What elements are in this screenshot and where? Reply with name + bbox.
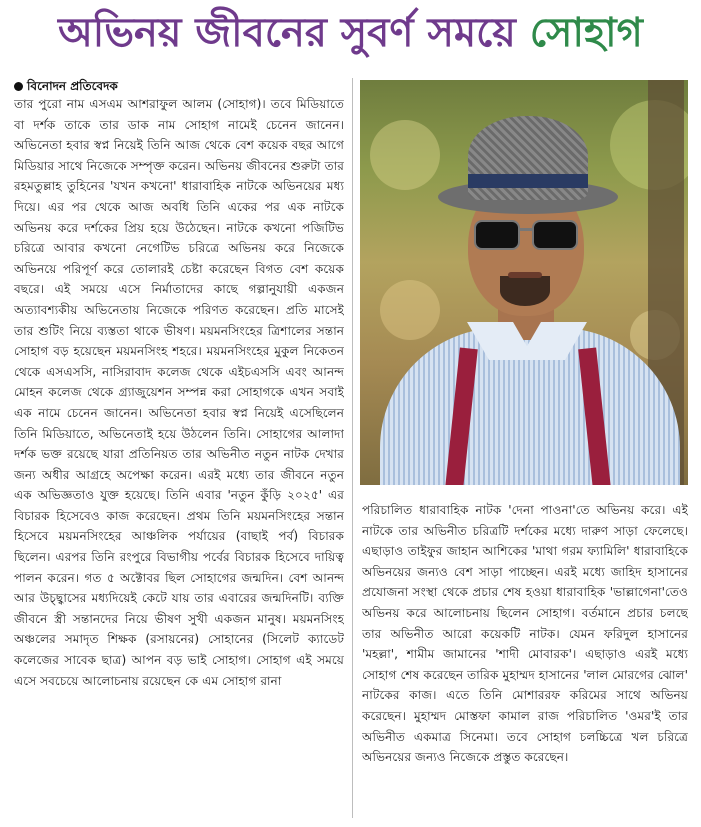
article-left-text: তার পুরো নাম এসএম আশরাফুল আলম (সোহাগ)। তবে মিডিয়াতে বা দর্শক তাকে তার ডাক নাম সোহাগ নামেই চেনেন জানেন। অভিনেতা হবার স্বপ্ন নিয়েই তিনি আজ থেকে বেশ কয়েক বছর আগে মিডিয়ার সাথে নিজেকে সম্পৃক্ত করেন। অভিনয় জীবনের শুরুটা তার রহমতুল্লাহ তুহিনের 'যখন কখনো' ধারাবাহিক নাটকে অভিনয়ের মধ্য দিয়ে। এর পর থেকে আজ অবধি তিনি একের পর এক নাটকে অভিনয় করে দর্শকের প্রিয় হয়ে উঠেছেন। নাটকে কখনো পজিটিভ চরিত্রে আবার কখনো নেগেটিভ চরিত্রে অভিনয় করে নিজেকে অভিনয়ে পরিপূর্ণ করে তোলারই চেষ্টা করেছেন বিগত বেশ কয়েক বছরে। এই সময়ে এসে নির্মাতাদের কাছে গল্পানুযায়ী একজন অত্যাবশ্যকীয় অভিনেতায় নিজেকে পরিণত করেছেন। প্রতি মাসেই তার শুটিং নিয়ে ব্যস্ততা থাকে ভীষণ। ময়মনসিংহের ত্রিশালের সন্তান সোহাগ বড় হয়েছেন ময়মনসিংহ শহরে। ময়মনসিংহের মুকুল নিকেতন থেকে এসএসসি, নাসিরাবাদ কলেজ থেকে এইচএসসি এবং আনন্দ মোহন কলেজ থেকে গ্র্যাজুয়েশন সম্পন্ন করা সোহাগকে এখন সবাই এক নামে চেনেন জানেন। অভিনেতা হবার স্বপ্ন নিয়েই এসেছিলেন তিনি মিডিয়াতে, অভিনেতাই হয়ে উঠলেন তিনি। সোহাগের আলাদা দর্শক ভক্ত রয়েছে যারা প্রতিনিয়ত তার অভিনীত নতুন নাটক দেখার জন্য অধীর আগ্রহে অপেক্ষা করেন। এরই মধ্যে তার জীবনে নতুন এক অভিজ্ঞতাও যুক্ত হয়েছে। তিনি এবার 'নতুন কুঁড়ি ২০২৫' এর বিচারক হিসেবেও কাজ করেছেন। প্রথম তিনি ময়মনসিংহের সন্তান হিসেবে ময়মনসিংহের আঞ্চলিক পর্যায়ের (বাছাই পর্ব) বিচারক ছিলেন। এরপর তিনি রংপুরে বিভাগীয় পর্বের বিচারক হিসেবে দায়িত্ব পালন করেন। গত ৫ অক্টোবর ছিল সোহাগের জন্মদিন। বেশ আনন্দ আর উচ্ছ্বাসের মধ্যদিয়েই কেটে যায় তার এবারের জন্মদিনটি। ব্যক্তি জীবনে স্ত্রী সন্তানদের নিয়ে ভীষণ সুখী একজন মানুষ। ময়মনসিংহ অঞ্চলের সমাদৃত শিক্ষক (রসায়নের) সোহানের (সিলেট ক্যাডেট কলেজের সাবেক ছাত্র) আপন বড় ভাই সোহাগ। সোহাগ এই সময়ে এসে সবচেয়ে আলোচনায় রয়েছেন কে এম সোহাগ রানা — [14, 97, 344, 688]
headline-name: সোহাগ — [529, 10, 643, 56]
byline-text: বিনোদন প্রতিবেদক — [27, 79, 118, 93]
sunglasses-lens — [474, 220, 520, 250]
headline-main: অভিনয় জীবনের সুবর্ণ সময়ে — [58, 10, 516, 56]
article-right-text: পরিচালিত ধারাবাহিক নাটক 'দেনা পাওনা'তে অভিনয় করে। এই নাটকে তার অভিনীত চরিত্রটি দর্শকের মধ্যে দারুণ সাড়া ফেলেছে। এছাড়াও তাইফুর জাহান আশিকের 'মাথা গরম ফ্যামিলি' ধারাবাহিকে অভিনয়ের জন্যও বেশ সাড়া পাচ্ছেন। এরই মধ্যে জাহিদ হাসানের প্রযোজনা সংস্থা থেকে প্রচার শেষ হওয়া ধারাবাহিক 'ভাল্লাগেনা'তেও অভিনয় করে আলোচনায় ছিলেন সোহাগ। বর্তমানে প্রচার চলছে তার অভিনীত আরো কয়েকটি নাটক। যেমন ফরিদুল হাসানের 'মহল্লা', শামীম জামানের 'শাদী মোবারক'। এছাড়াও এরই মধ্যে সোহাগ শেষ করেছেন তারিক মুহাম্মদ হাসানের 'লাল মোরগের ঝোল' নাটকের কাজ। এতে তিনি মোশাররফ করিমের সাথে অভিনয় করেছেন। মুহাম্মদ মোস্তফা কামাল রাজ পরিচালিত 'ওমর'ই তার অভিনীত একমাত্র সিনেমা। তবে সোহাগ চলচ্চিত্রে খল চরিত্রে অভিনয়ের জন্যও নিজেকে প্রস্তুত করেছেন। — [362, 503, 688, 765]
background-bokeh — [380, 280, 440, 340]
article-right-column — [362, 500, 688, 815]
hat-band — [468, 174, 588, 188]
column-divider — [352, 78, 353, 818]
sunglasses-bridge — [518, 228, 532, 231]
bullet-icon — [14, 82, 23, 91]
sunglasses-lens — [532, 220, 578, 250]
background-bokeh — [370, 120, 440, 190]
byline — [14, 78, 118, 94]
article-left-column — [14, 94, 344, 814]
mouth — [508, 272, 542, 278]
headline — [0, 4, 701, 62]
portrait-photo — [360, 80, 688, 485]
beard — [500, 276, 550, 306]
